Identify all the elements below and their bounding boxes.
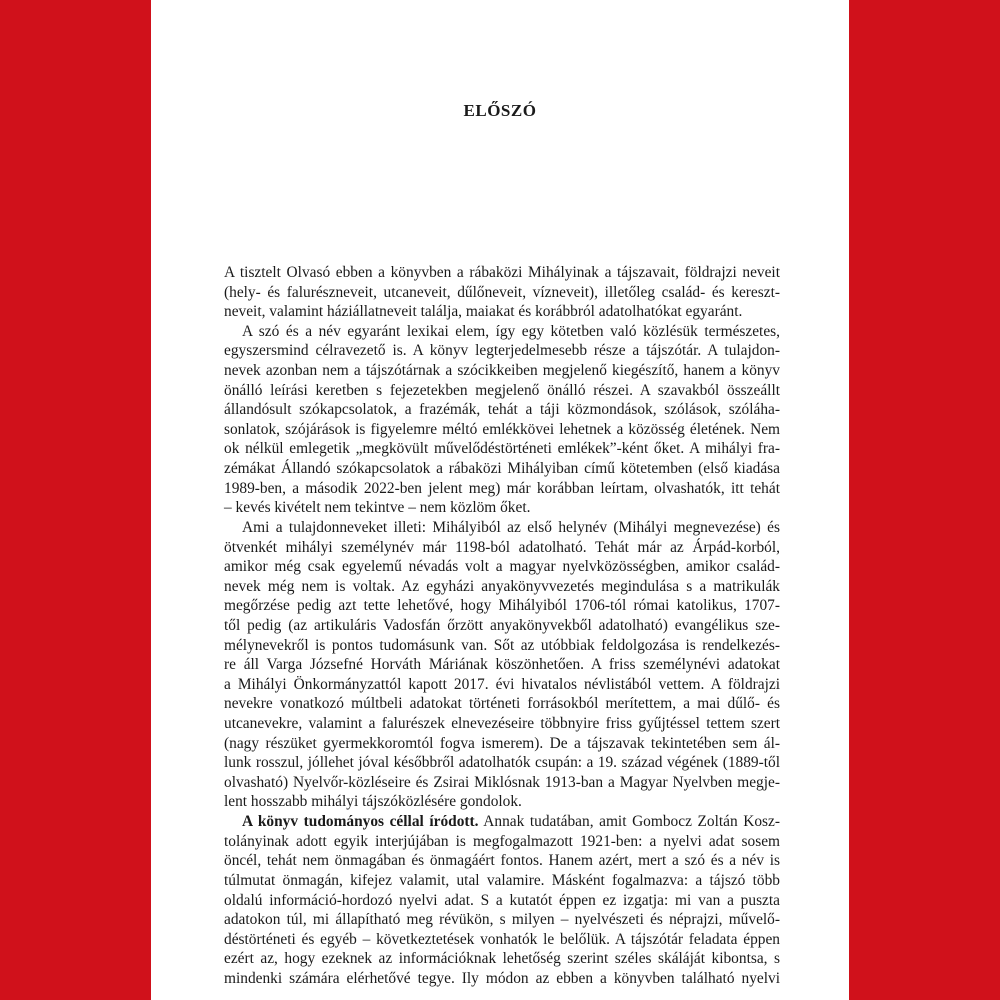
text-line: A tisztelt Olvasó ebben a könyvben a rábaközi Mihályinak a tájszavait, földrajzi neveit: [224, 264, 780, 281]
text-line: A szó és a név egyaránt lexikai elem, így egy kötetben való közlésük természetes,: [242, 322, 780, 340]
text-line: adatokon túl, mi állapítható meg révükön, s milyen – nyelvészeti és néprajzi, művelő-: [224, 911, 780, 929]
text-line: Ami a tulajdonneveket illeti: Mihályiból az első helynév (Mihályi megnevezése) és: [242, 518, 780, 536]
book-page: [151, 0, 849, 1000]
text-line: öncél, tehát nem önmagában és önmagáért fontos. Hanem azért, mert a szó és a név is: [224, 852, 780, 870]
text-line: neveit, valamint háziállatneveit találja, maiakat és korábbról adatolhatókat egyaránt.: [224, 303, 743, 321]
body-text: [224, 263, 780, 989]
text-line: [224, 812, 780, 832]
text-line: mindenki számára elérhetővé tegye. Ily módon az ebben a könyvben található nyelvi: [224, 969, 780, 987]
text-line: tolányinak adott egyik interjújában is megfogalmazott 1921-ben: a nyelvi adat sosem: [224, 832, 780, 850]
text-line: egyszersmind célravezető is. A könyv legterjedelmesebb része a tájszótár. A tulajdon-: [224, 342, 780, 360]
text-line: (hely- és falurészneveit, utcaneveit, dűlőneveit, vízneveit), illetőleg család- és kereszt-: [224, 283, 780, 301]
text-line: önálló leírási keretben s fejezetekben megjelenő önálló részei. A szavakból összeállt: [224, 381, 780, 399]
text-line: ok nélkül emlegetik „megkövült művelődéstörténeti emlékek”-ként őket. A mihályi fra-: [224, 440, 780, 458]
text-line: utcanevekre, valamint a falurészek elnevezéseire többnyire friss gyűjtéssel tettem szert: [224, 715, 780, 733]
lead-sentence: A könyv tudományos céllal íródott.: [242, 813, 479, 831]
text-line: – kevés kivételt nem tekintve – nem közlöm őket.: [224, 499, 531, 517]
text-line: lent hosszabb mihályi tájszóközlésére gondolok.: [224, 793, 522, 811]
text-line: ötvenkét mihályi személynév már 1198-ból adatolható. Tehát már az Árpád-korból,: [224, 538, 780, 556]
text-line: től pedig (az artikuláris Vadosfán őrzött anyakönyvekből adatolható) evangélikus sze-: [224, 616, 780, 634]
text-line-rest: Annak tudatában, amit Gombocz Zoltán Kosz-: [478, 813, 780, 831]
text-line: déstörténeti és egyéb – következtetések vonhatók le belőlük. A tájszótár feladata éppen: [224, 930, 780, 948]
text-line: ezért az, hogy ezeknek az információknak lehetőség szerint széles skáláját kibontsa, s: [224, 950, 780, 968]
text-line: túlmutat önmagán, kifejez valamit, utal valamire. Másként fogalmazva: a tájszó több: [224, 871, 780, 889]
text-line: sonlatok, szójárások is figyelemre méltó emlékkövei lehetnek a közösség életének. Nem: [224, 420, 780, 438]
text-line: oldalú információ-hordozó nyelvi adat. S a kutatót éppen ez izgatja: mi van a puszta: [224, 891, 780, 909]
text-line: re áll Varga Józsefné Horváth Máriának köszönhetően. A friss személynévi adatokat: [224, 656, 780, 674]
text-line: nevekre vonatkozó múltbeli adatokat történeti forrásokból merítettem, a mai dűlő- és: [224, 695, 780, 713]
left-red-margin: [0, 0, 151, 1000]
text-line: 1989-ben, a második 2022-ben jelent meg) már korábban leírtam, olvashatók, itt tehát: [224, 479, 780, 497]
text-line: zémákat Állandó szókapcsolatok a rábaközi Mihályiban című kötetemben (első kiadása: [224, 460, 780, 478]
text-line: olvasható) Nyelvőr-közléseire és Zsirai Miklósnak 1913-ban a Magyar Nyelvben megje-: [224, 773, 780, 791]
text-line: nevek még nem is voltak. Az egyházi anyakönyvvezetés megindulása s a matrikulák: [224, 577, 780, 595]
right-red-margin: [849, 0, 1000, 1000]
text-line: lunk rosszul, jóllehet jóval későbbről adatolhatók csupán: a 19. század végének (1889-től: [224, 754, 780, 772]
text-line: (nagy részüket gyermekkoromtól fogva ismerem). De a tájszavak tekintetében sem ál-: [224, 734, 780, 752]
text-line: a Mihályi Önkormányzattól kapott 2017. évi hivatalos névlistából vettem. A földrajzi: [224, 675, 780, 693]
text-line: mélynevekről is pontos tudomásunk van. Sőt az utóbbiak feldolgozása is rendelkezés-: [224, 636, 780, 654]
page-title: ELŐSZÓ: [463, 101, 537, 120]
text-line: megőrzése pedig azt tette lehetővé, hogy Mihályiból 1706-tól római katolikus, 1707-: [224, 597, 780, 615]
text-line: állandósult szókapcsolatok, a frazémák, tehát a táji közmondások, szólások, szóláha-: [224, 401, 780, 419]
text-line: amikor még csak egyelemű névadás volt a magyar nyelvközösségben, amikor család-: [224, 558, 780, 576]
text-line: nevek azonban nem a tájszótárnak a szócikkeiben megjelenő kiegészítő, hanem a könyv: [224, 362, 780, 380]
